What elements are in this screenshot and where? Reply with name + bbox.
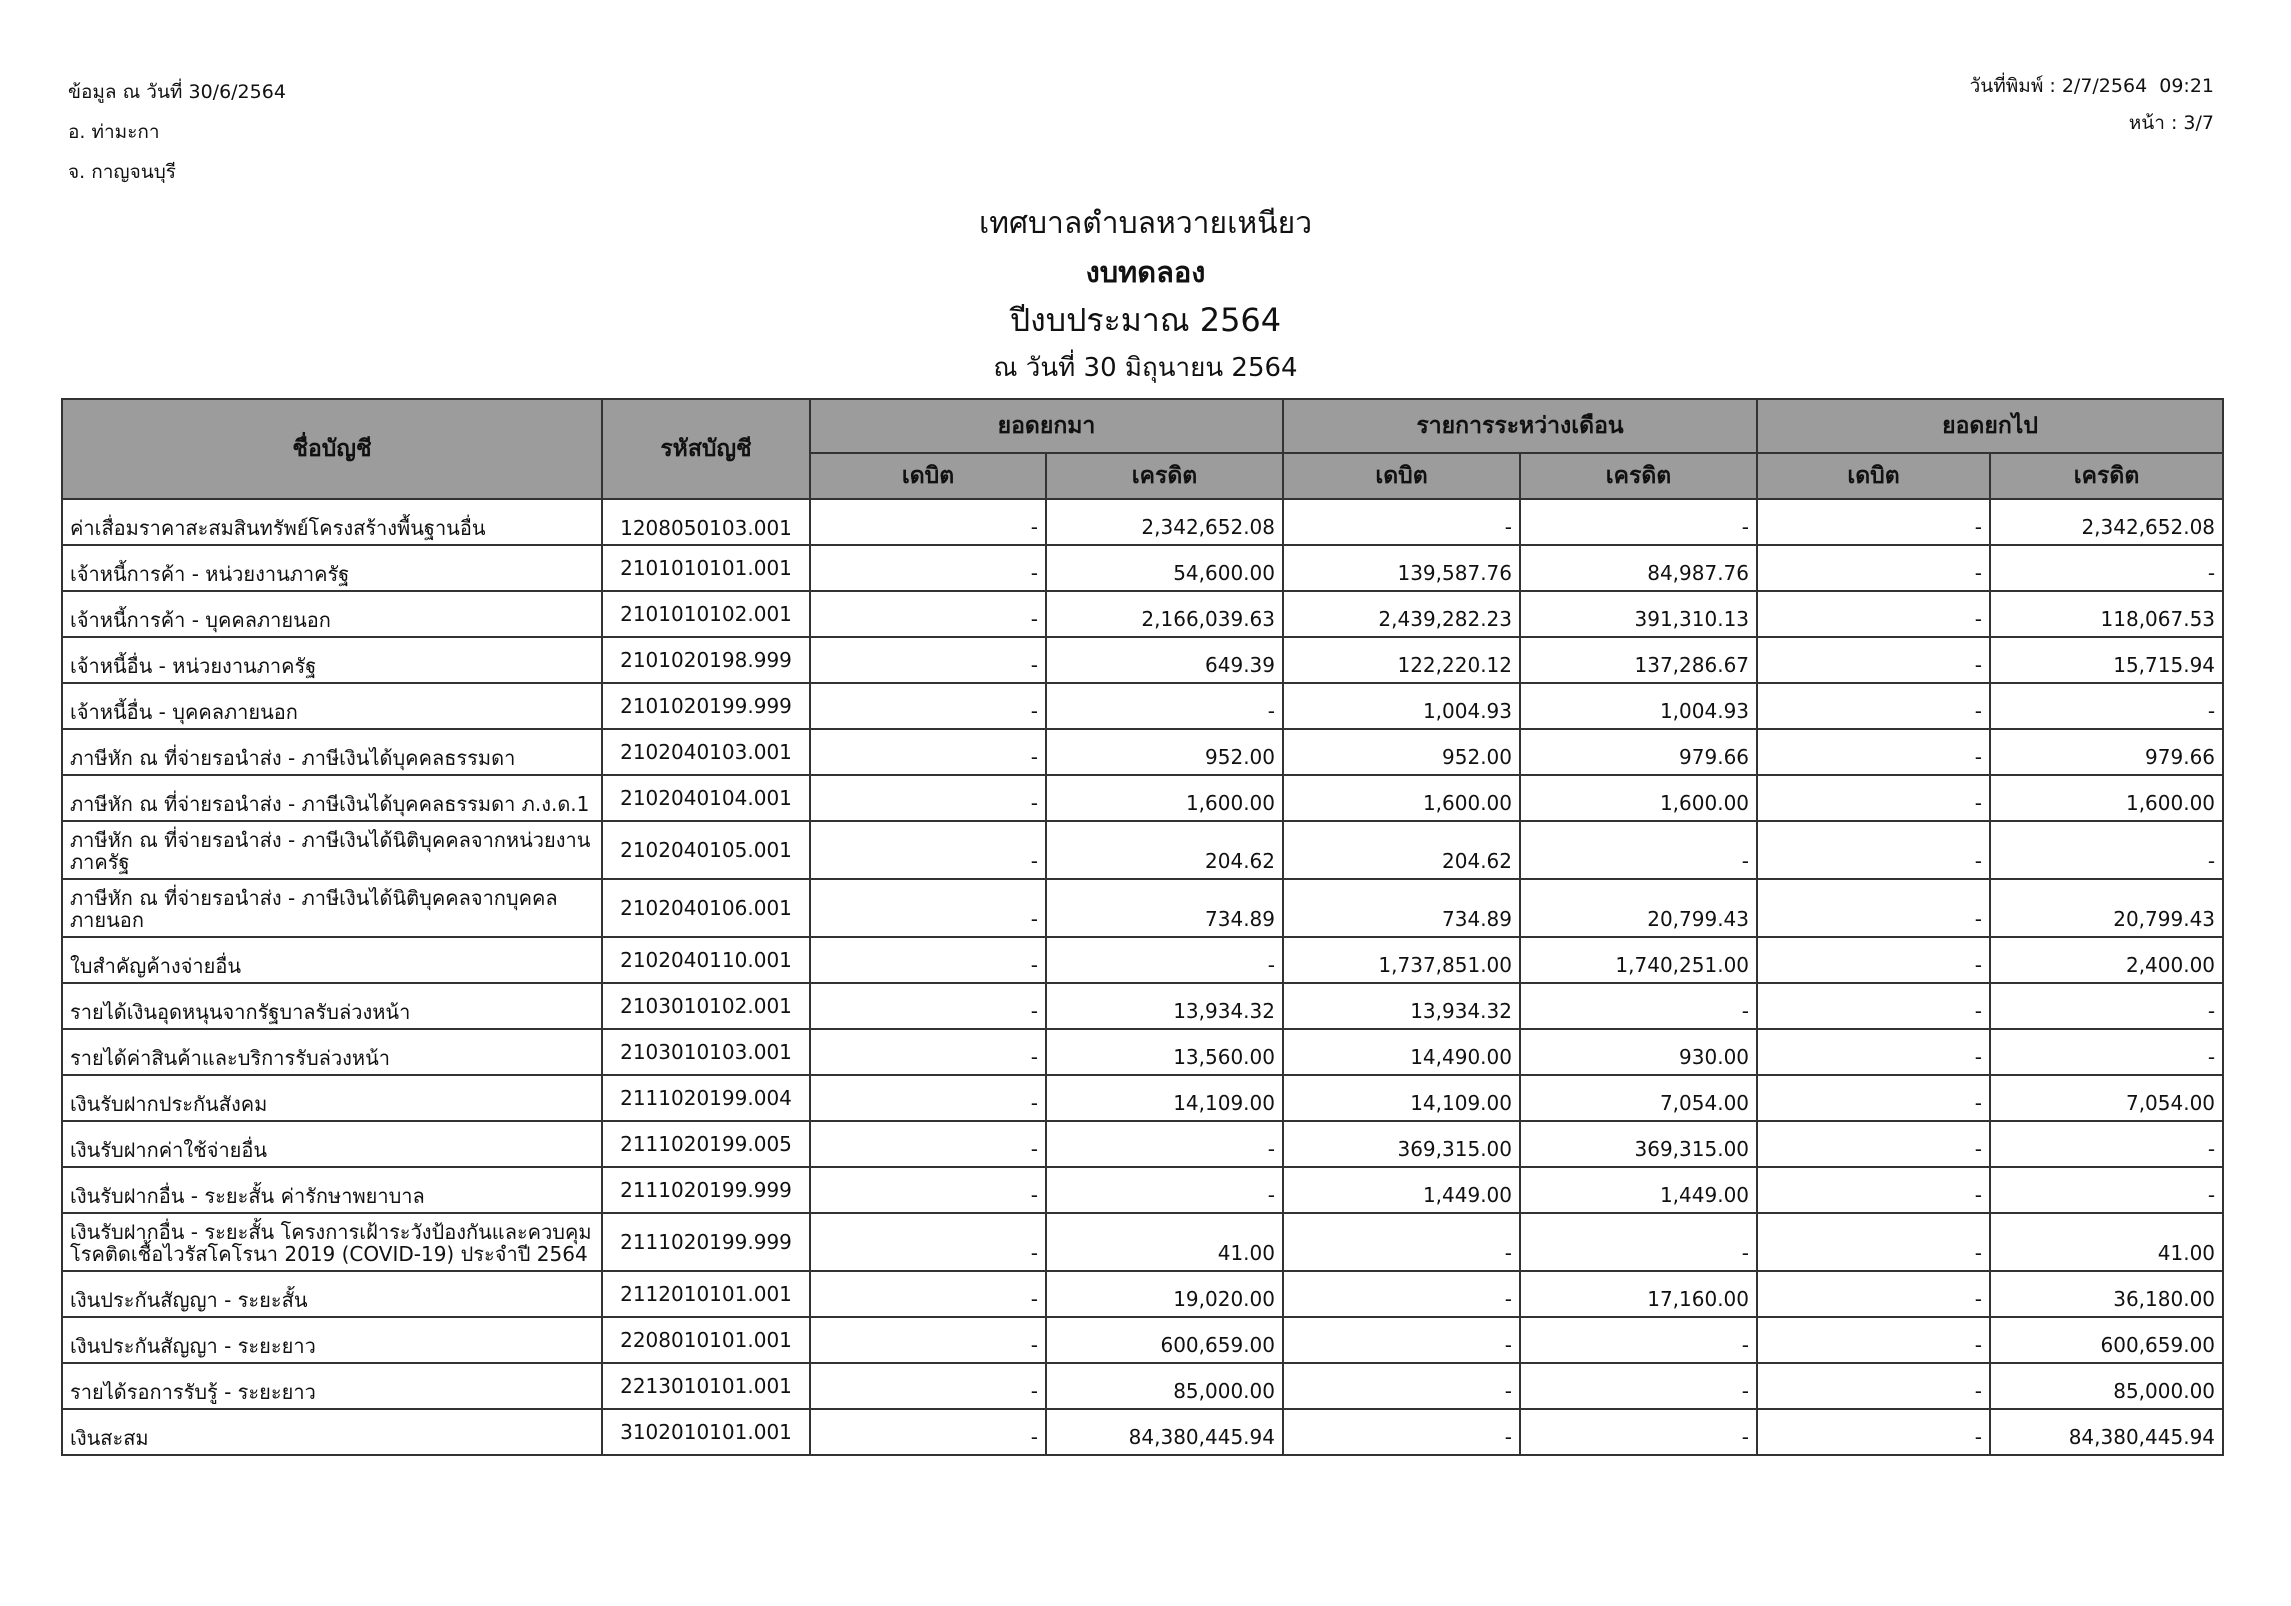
account-name-cell: ใบสำคัญค้างจ่ายอื่น — [62, 937, 602, 983]
bf-debit-cell: - — [810, 591, 1046, 637]
account-code-cell: 2213010101.001 — [602, 1363, 810, 1409]
m-debit-cell: 2,439,282.23 — [1283, 591, 1520, 637]
account-code-cell: 2111020199.005 — [602, 1121, 810, 1167]
report-meta-left — [68, 72, 286, 192]
m-debit-cell: - — [1283, 499, 1520, 545]
cf-credit-cell: - — [1990, 821, 2223, 879]
m-debit-cell: - — [1283, 1271, 1520, 1317]
bf-credit-cell: 13,560.00 — [1046, 1029, 1283, 1075]
cf-debit-cell: - — [1757, 545, 1990, 591]
m-debit-cell: - — [1283, 1213, 1520, 1271]
cf-credit-cell: 7,054.00 — [1990, 1075, 2223, 1121]
m-debit-cell: 204.62 — [1283, 821, 1520, 879]
bf-debit-cell: - — [810, 729, 1046, 775]
account-code-cell: 2102040105.001 — [602, 821, 810, 879]
bf-credit-cell: 204.62 — [1046, 821, 1283, 879]
m-credit-cell: - — [1520, 1213, 1757, 1271]
account-code-cell: 2103010103.001 — [602, 1029, 810, 1075]
m-credit-cell: 1,600.00 — [1520, 775, 1757, 821]
m-credit-cell: - — [1520, 983, 1757, 1029]
table-row — [62, 1075, 2223, 1121]
account-code-cell: 2111020199.999 — [602, 1213, 810, 1271]
bf-credit-cell: 54,600.00 — [1046, 545, 1283, 591]
account-code-cell: 2112010101.001 — [602, 1271, 810, 1317]
account-name-cell: เจ้าหนี้อื่น - หน่วยงานภาครัฐ — [62, 637, 602, 683]
province: จ. กาญจนบุรี — [68, 161, 176, 183]
col-carried-forward: ยอดยกไป — [1757, 399, 2223, 453]
table-row — [62, 637, 2223, 683]
account-code-cell: 1208050103.001 — [602, 499, 810, 545]
m-credit-cell: 1,449.00 — [1520, 1167, 1757, 1213]
col-cf-credit: เครดิต — [1990, 453, 2223, 499]
account-code-cell: 3102010101.001 — [602, 1409, 810, 1455]
table-header — [62, 399, 2223, 499]
bf-debit-cell: - — [810, 1317, 1046, 1363]
cf-debit-cell: - — [1757, 775, 1990, 821]
table-row — [62, 879, 2223, 937]
m-credit-cell: 17,160.00 — [1520, 1271, 1757, 1317]
table-row — [62, 1317, 2223, 1363]
bf-credit-cell: 13,934.32 — [1046, 983, 1283, 1029]
as-of-date: ณ วันที่ 30 มิถุนายน 2564 — [993, 353, 1298, 383]
m-credit-cell: 84,987.76 — [1520, 545, 1757, 591]
cf-credit-cell: 20,799.43 — [1990, 879, 2223, 937]
col-account-name: ชื่อบัญชี — [62, 399, 602, 499]
account-code-cell: 2102040104.001 — [602, 775, 810, 821]
m-debit-cell: 1,600.00 — [1283, 775, 1520, 821]
account-name-cell: ภาษีหัก ณ ที่จ่ายรอนำส่ง - ภาษีเงินได้นิติบุคคลจากบุคคลภายนอก — [62, 879, 602, 937]
account-code-cell: 2102040103.001 — [602, 729, 810, 775]
cf-credit-cell: 979.66 — [1990, 729, 2223, 775]
col-m-debit: เดบิต — [1283, 453, 1520, 499]
m-credit-cell: 369,315.00 — [1520, 1121, 1757, 1167]
bf-credit-cell: 1,600.00 — [1046, 775, 1283, 821]
table-row — [62, 729, 2223, 775]
col-bf-debit: เดบิต — [810, 453, 1046, 499]
m-debit-cell: 14,490.00 — [1283, 1029, 1520, 1075]
m-debit-cell: 122,220.12 — [1283, 637, 1520, 683]
account-name-cell: เงินรับฝากประกันสังคม — [62, 1075, 602, 1121]
m-debit-cell: - — [1283, 1317, 1520, 1363]
bf-credit-cell: 952.00 — [1046, 729, 1283, 775]
bf-credit-cell: - — [1046, 937, 1283, 983]
bf-debit-cell: - — [810, 545, 1046, 591]
organization-name: เทศบาลตำบลหวายเหนียว — [978, 206, 1313, 241]
table-row — [62, 821, 2223, 879]
bf-debit-cell: - — [810, 499, 1046, 545]
m-credit-cell: 979.66 — [1520, 729, 1757, 775]
account-name-cell: ภาษีหัก ณ ที่จ่ายรอนำส่ง - ภาษีเงินได้บุคคลธรรมดา ภ.ง.ด.1 — [62, 775, 602, 821]
cf-credit-cell: 2,400.00 — [1990, 937, 2223, 983]
cf-debit-cell: - — [1757, 683, 1990, 729]
cf-credit-cell: 84,380,445.94 — [1990, 1409, 2223, 1455]
cf-credit-cell: 2,342,652.08 — [1990, 499, 2223, 545]
cf-debit-cell: - — [1757, 879, 1990, 937]
m-credit-cell: - — [1520, 821, 1757, 879]
bf-debit-cell: - — [810, 983, 1046, 1029]
bf-credit-cell: 734.89 — [1046, 879, 1283, 937]
report-meta-right — [1970, 68, 2214, 142]
account-name-cell: เงินประกันสัญญา - ระยะยาว — [62, 1317, 602, 1363]
cf-credit-cell: 85,000.00 — [1990, 1363, 2223, 1409]
table-row — [62, 591, 2223, 637]
account-name-cell: ภาษีหัก ณ ที่จ่ายรอนำส่ง - ภาษีเงินได้บุคคลธรรมดา — [62, 729, 602, 775]
m-debit-cell: - — [1283, 1363, 1520, 1409]
bf-debit-cell: - — [810, 1213, 1046, 1271]
account-name-cell: เงินประกันสัญญา - ระยะสั้น — [62, 1271, 602, 1317]
cf-credit-cell: - — [1990, 1167, 2223, 1213]
cf-debit-cell: - — [1757, 591, 1990, 637]
m-credit-cell: 137,286.67 — [1520, 637, 1757, 683]
bf-debit-cell: - — [810, 1409, 1046, 1455]
bf-credit-cell: - — [1046, 683, 1283, 729]
account-code-cell: 2111020199.999 — [602, 1167, 810, 1213]
m-credit-cell: 1,004.93 — [1520, 683, 1757, 729]
table-row — [62, 937, 2223, 983]
cf-debit-cell: - — [1757, 1213, 1990, 1271]
account-code-cell: 2101010102.001 — [602, 591, 810, 637]
m-credit-cell: 7,054.00 — [1520, 1075, 1757, 1121]
bf-debit-cell: - — [810, 637, 1046, 683]
col-bf-credit: เครดิต — [1046, 453, 1283, 499]
bf-credit-cell: 19,020.00 — [1046, 1271, 1283, 1317]
bf-debit-cell: - — [810, 1271, 1046, 1317]
bf-debit-cell: - — [810, 821, 1046, 879]
col-during-month: รายการระหว่างเดือน — [1283, 399, 1757, 453]
bf-credit-cell: 41.00 — [1046, 1213, 1283, 1271]
account-name-cell: ภาษีหัก ณ ที่จ่ายรอนำส่ง - ภาษีเงินได้นิติบุคคลจากหน่วยงานภาครัฐ — [62, 821, 602, 879]
cf-credit-cell: 1,600.00 — [1990, 775, 2223, 821]
bf-credit-cell: 85,000.00 — [1046, 1363, 1283, 1409]
bf-debit-cell: - — [810, 683, 1046, 729]
cf-credit-cell: 41.00 — [1990, 1213, 2223, 1271]
table-row — [62, 683, 2223, 729]
bf-debit-cell: - — [810, 1075, 1046, 1121]
m-debit-cell: 139,587.76 — [1283, 545, 1520, 591]
m-debit-cell: 369,315.00 — [1283, 1121, 1520, 1167]
bf-debit-cell: - — [810, 1121, 1046, 1167]
account-code-cell: 2102040110.001 — [602, 937, 810, 983]
account-code-cell: 2208010101.001 — [602, 1317, 810, 1363]
bf-credit-cell: - — [1046, 1167, 1283, 1213]
m-credit-cell: - — [1520, 1317, 1757, 1363]
account-name-cell: ค่าเสื่อมราคาสะสมสินทรัพย์โครงสร้างพื้นฐานอื่น — [62, 499, 602, 545]
cf-credit-cell: 118,067.53 — [1990, 591, 2223, 637]
cf-credit-cell: - — [1990, 545, 2223, 591]
m-credit-cell: - — [1520, 499, 1757, 545]
col-cf-debit: เดบิต — [1757, 453, 1990, 499]
cf-debit-cell: - — [1757, 983, 1990, 1029]
account-name-cell: เจ้าหนี้อื่น - บุคคลภายนอก — [62, 683, 602, 729]
bf-debit-cell: - — [810, 879, 1046, 937]
cf-credit-cell: 36,180.00 — [1990, 1271, 2223, 1317]
table-row — [62, 545, 2223, 591]
bf-credit-cell: 2,166,039.63 — [1046, 591, 1283, 637]
m-debit-cell: 14,109.00 — [1283, 1075, 1520, 1121]
cf-debit-cell: - — [1757, 1167, 1990, 1213]
m-debit-cell: 952.00 — [1283, 729, 1520, 775]
bf-credit-cell: 84,380,445.94 — [1046, 1409, 1283, 1455]
account-code-cell: 2111020199.004 — [602, 1075, 810, 1121]
account-name-cell: รายได้ค่าสินค้าและบริการรับล่วงหน้า — [62, 1029, 602, 1075]
col-brought-forward: ยอดยกมา — [810, 399, 1283, 453]
account-name-cell: เจ้าหนี้การค้า - หน่วยงานภาครัฐ — [62, 545, 602, 591]
cf-debit-cell: - — [1757, 1317, 1990, 1363]
cf-debit-cell: - — [1757, 937, 1990, 983]
account-name-cell: เงินรับฝากค่าใช้จ่ายอื่น — [62, 1121, 602, 1167]
cf-credit-cell: - — [1990, 1029, 2223, 1075]
m-debit-cell: 1,449.00 — [1283, 1167, 1520, 1213]
bf-debit-cell: - — [810, 1363, 1046, 1409]
m-debit-cell: - — [1283, 1409, 1520, 1455]
table-row — [62, 1029, 2223, 1075]
m-debit-cell: 734.89 — [1283, 879, 1520, 937]
cf-credit-cell: 600,659.00 — [1990, 1317, 2223, 1363]
cf-debit-cell: - — [1757, 1271, 1990, 1317]
bf-debit-cell: - — [810, 1167, 1046, 1213]
table-row — [62, 499, 2223, 545]
bf-credit-cell: 2,342,652.08 — [1046, 499, 1283, 545]
m-credit-cell: 1,740,251.00 — [1520, 937, 1757, 983]
m-debit-cell: 1,737,851.00 — [1283, 937, 1520, 983]
cf-credit-cell: - — [1990, 683, 2223, 729]
table-row — [62, 1213, 2223, 1271]
trial-balance-table — [61, 398, 2224, 1456]
cf-debit-cell: - — [1757, 729, 1990, 775]
bf-debit-cell: - — [810, 775, 1046, 821]
account-name-cell: เงินสะสม — [62, 1409, 602, 1455]
cf-debit-cell: - — [1757, 1029, 1990, 1075]
table-row — [62, 983, 2223, 1029]
account-name-cell: รายได้รอการรับรู้ - ระยะยาว — [62, 1363, 602, 1409]
table-row — [62, 1409, 2223, 1455]
bf-credit-cell: 649.39 — [1046, 637, 1283, 683]
report-titles — [0, 200, 2291, 392]
bf-debit-cell: - — [810, 1029, 1046, 1075]
account-code-cell: 2101020198.999 — [602, 637, 810, 683]
account-code-cell: 2101010101.001 — [602, 545, 810, 591]
print-date: วันที่พิมพ์ : 2/7/2564 09:21 — [1969, 75, 2214, 97]
m-credit-cell: 20,799.43 — [1520, 879, 1757, 937]
bf-credit-cell: 14,109.00 — [1046, 1075, 1283, 1121]
cf-debit-cell: - — [1757, 637, 1990, 683]
cf-debit-cell: - — [1757, 499, 1990, 545]
bf-credit-cell: 600,659.00 — [1046, 1317, 1283, 1363]
cf-debit-cell: - — [1757, 821, 1990, 879]
bf-credit-cell: - — [1046, 1121, 1283, 1167]
account-name-cell: เงินรับฝากอื่น - ระยะสั้น ค่ารักษาพยาบาล — [62, 1167, 602, 1213]
m-credit-cell: 930.00 — [1520, 1029, 1757, 1075]
account-name-cell: เจ้าหนี้การค้า - บุคคลภายนอก — [62, 591, 602, 637]
account-code-cell: 2103010102.001 — [602, 983, 810, 1029]
table-row — [62, 1271, 2223, 1317]
cf-debit-cell: - — [1757, 1363, 1990, 1409]
table-row — [62, 775, 2223, 821]
table-body — [62, 499, 2223, 1455]
page-number: หน้า : 3/7 — [2128, 112, 2214, 134]
account-code-cell: 2102040106.001 — [602, 879, 810, 937]
col-account-code: รหัสบัญชี — [602, 399, 810, 499]
district: อ. ท่ามะกา — [68, 121, 160, 143]
cf-credit-cell: - — [1990, 983, 2223, 1029]
cf-credit-cell: - — [1990, 1121, 2223, 1167]
cf-debit-cell: - — [1757, 1075, 1990, 1121]
account-name-cell: เงินรับฝากอื่น - ระยะสั้น โครงการเฝ้าระวังป้องกันและควบคุมโรคติดเชื้อไวรัสโคโรนา 2019 (COVID-19) ประจำปี 2564 — [62, 1213, 602, 1271]
data-date: ข้อมูล ณ วันที่ 30/6/2564 — [68, 81, 286, 103]
report-title: งบทดลอง — [1085, 255, 1206, 289]
m-debit-cell: 1,004.93 — [1283, 683, 1520, 729]
m-credit-cell: - — [1520, 1363, 1757, 1409]
table-row — [62, 1121, 2223, 1167]
account-name-cell: รายได้เงินอุดหนุนจากรัฐบาลรับล่วงหน้า — [62, 983, 602, 1029]
account-code-cell: 2101020199.999 — [602, 683, 810, 729]
m-debit-cell: 13,934.32 — [1283, 983, 1520, 1029]
cf-debit-cell: - — [1757, 1121, 1990, 1167]
m-credit-cell: - — [1520, 1409, 1757, 1455]
bf-debit-cell: - — [810, 937, 1046, 983]
col-m-credit: เครดิต — [1520, 453, 1757, 499]
m-credit-cell: 391,310.13 — [1520, 591, 1757, 637]
table-row — [62, 1363, 2223, 1409]
table-row — [62, 1167, 2223, 1213]
cf-credit-cell: 15,715.94 — [1990, 637, 2223, 683]
cf-debit-cell: - — [1757, 1409, 1990, 1455]
fiscal-year: ปีงบประมาณ 2564 — [1009, 301, 1282, 339]
